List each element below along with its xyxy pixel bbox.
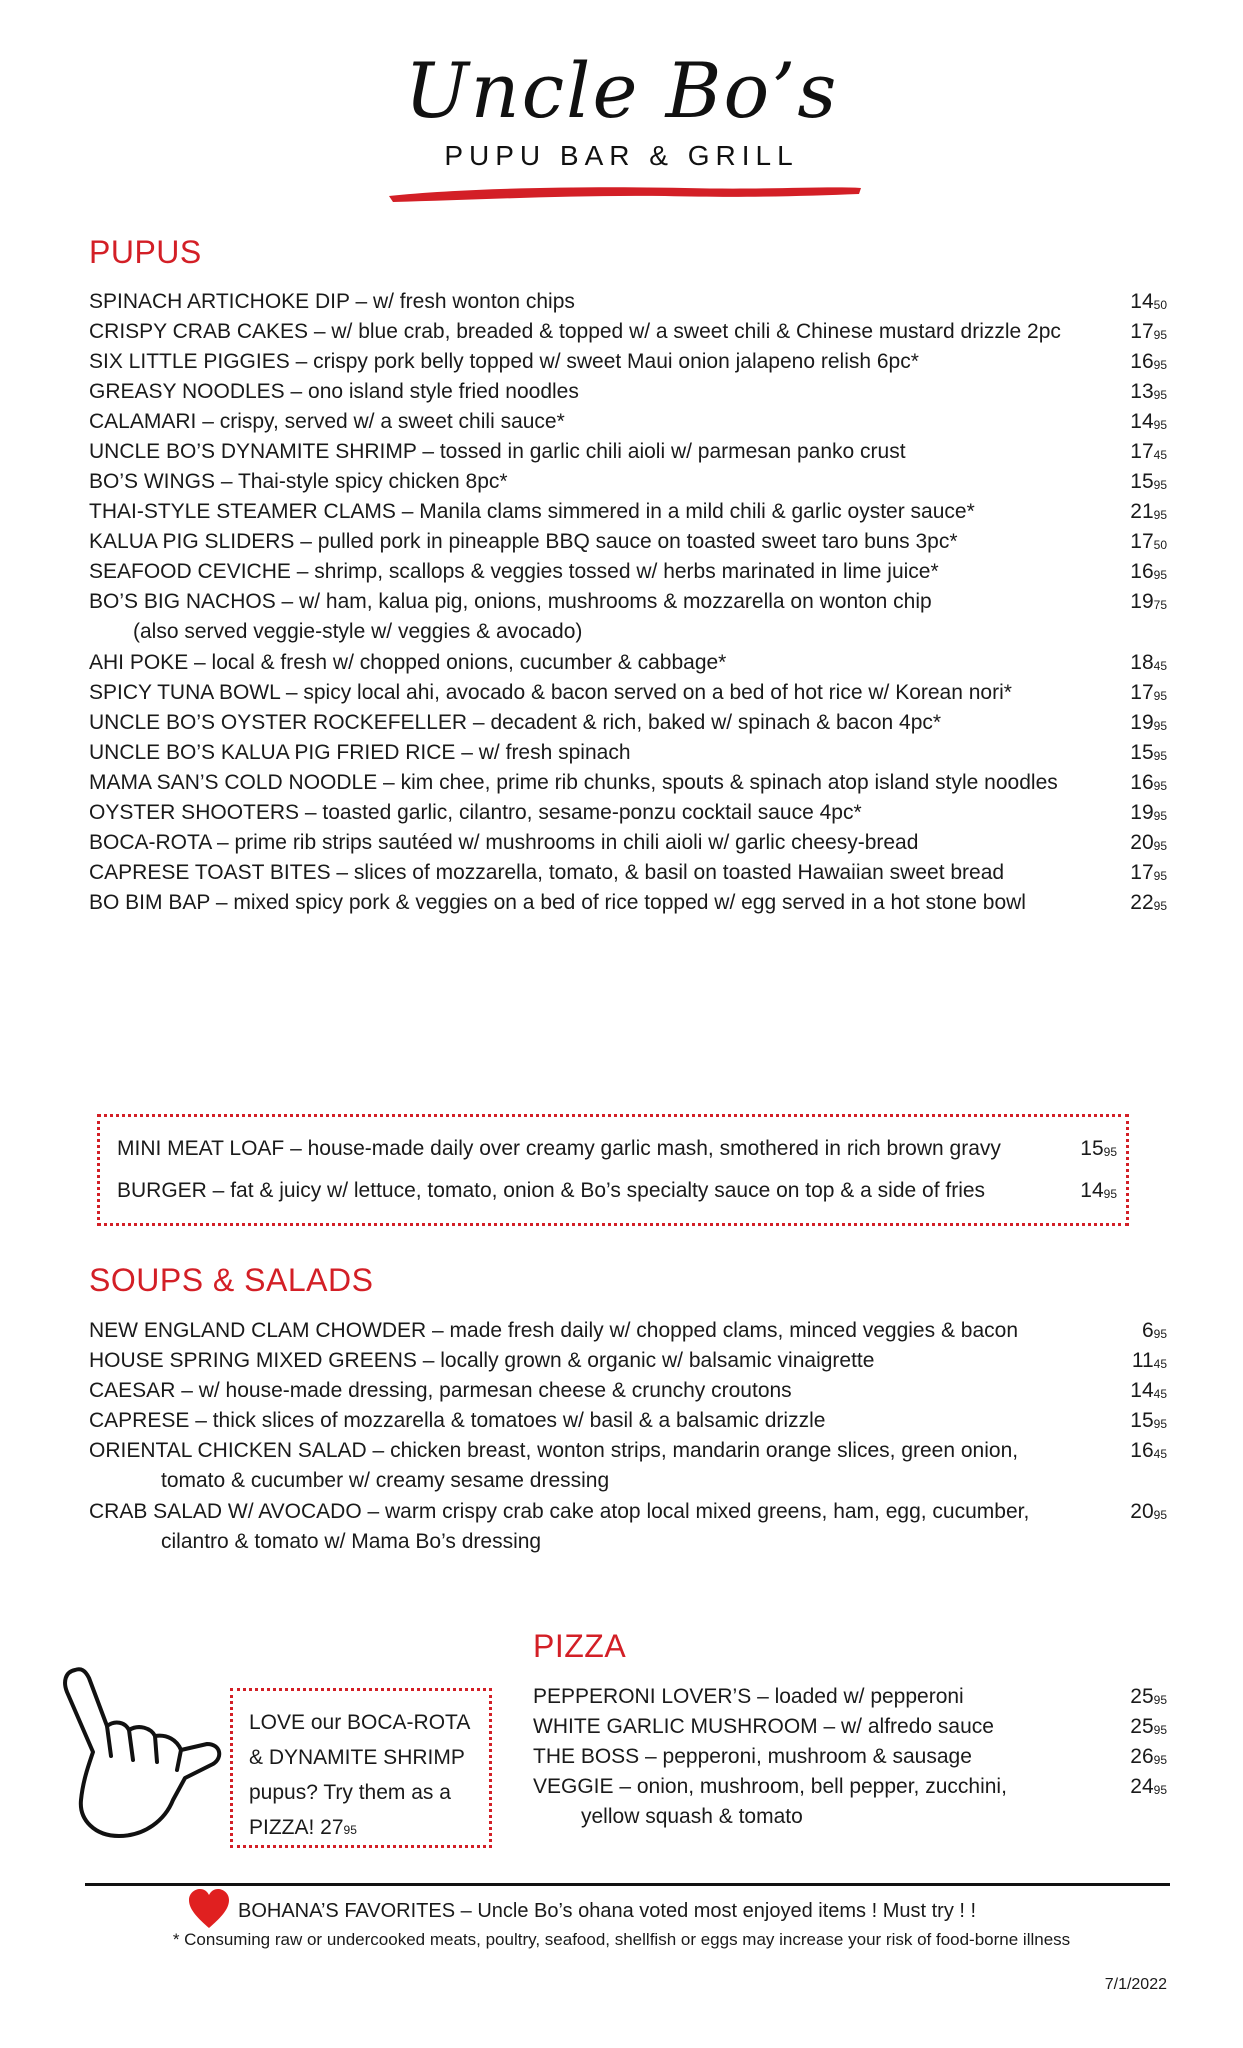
menu-item-price xyxy=(1119,1407,1167,1437)
menu-item-description: GREASY NOODLES – ono island style fried noodles xyxy=(89,380,579,403)
callout-price-cents: 95 xyxy=(343,1823,357,1837)
price-cents: 95 xyxy=(1153,1783,1167,1797)
price-dollars: 24 xyxy=(1130,1775,1154,1798)
price-dollars: 15 xyxy=(1130,1409,1154,1432)
menu-item-description: ORIENTAL CHICKEN SALAD – chicken breast, wonton strips, mandarin orange slices, green onion, xyxy=(89,1439,1019,1462)
shaka-hand-icon xyxy=(55,1660,225,1840)
special-item-price xyxy=(1069,1177,1117,1207)
menu-item xyxy=(89,1437,1167,1495)
price-cents: 45 xyxy=(1153,659,1167,673)
specials-box xyxy=(97,1114,1129,1226)
price-dollars: 16 xyxy=(1130,771,1154,794)
menu-item xyxy=(89,889,1167,917)
menu-item-description: BO’S BIG NACHOS – w/ ham, kalua pig, onions, mushrooms & mozzarella on wonton chip xyxy=(89,590,932,613)
menu-item xyxy=(89,408,1167,436)
price-dollars: 19 xyxy=(1130,801,1154,824)
menu-item-subline: cilantro & tomato w/ Mama Bo’s dressing xyxy=(161,1530,542,1553)
menu-item-price xyxy=(1119,438,1167,468)
menu-item xyxy=(89,679,1167,707)
price-cents: 95 xyxy=(1153,809,1167,823)
pupus-list xyxy=(89,288,1167,919)
menu-item-price xyxy=(1119,649,1167,679)
pizza-callout-box xyxy=(230,1688,492,1848)
price-cents: 95 xyxy=(1153,1327,1167,1341)
price-cents: 95 xyxy=(1153,779,1167,793)
soups-salads-list xyxy=(89,1317,1167,1559)
price-cents: 95 xyxy=(1153,1723,1167,1737)
menu-item-price xyxy=(1119,588,1167,618)
callout-line: pupus? Try them as a xyxy=(249,1781,451,1804)
favorites-note: BOHANA’S FAVORITES – Uncle Bo’s ohana voted most enjoyed items ! Must try ! ! xyxy=(238,1900,977,1922)
price-dollars: 19 xyxy=(1130,590,1154,613)
price-dollars: 15 xyxy=(1080,1137,1104,1160)
callout-line xyxy=(249,1810,473,1848)
price-cents: 95 xyxy=(1153,1417,1167,1431)
price-cents: 95 xyxy=(1153,328,1167,342)
price-dollars: 17 xyxy=(1130,681,1154,704)
section-heading-pizza: PIZZA xyxy=(533,1628,627,1664)
price-cents: 45 xyxy=(1153,448,1167,462)
price-cents: 95 xyxy=(1153,869,1167,883)
menu-item xyxy=(89,528,1167,556)
menu-item xyxy=(533,1683,1167,1711)
menu-item xyxy=(89,378,1167,406)
menu-item-price xyxy=(1119,498,1167,528)
price-cents: 95 xyxy=(1103,1187,1117,1201)
pizza-list xyxy=(533,1683,1167,1834)
price-cents: 95 xyxy=(1153,1753,1167,1767)
menu-item-description: WHITE GARLIC MUSHROOM – w/ alfredo sauce xyxy=(533,1715,994,1738)
price-cents: 95 xyxy=(1153,568,1167,582)
menu-item-description: CRAB SALAD W/ AVOCADO – warm crispy crab cake atop local mixed greens, ham, egg, cucumber, xyxy=(89,1500,1030,1523)
special-item xyxy=(117,1177,1117,1205)
menu-item-price xyxy=(1119,859,1167,889)
price-dollars: 26 xyxy=(1130,1745,1154,1768)
menu-item xyxy=(89,739,1167,767)
price-dollars: 17 xyxy=(1130,861,1154,884)
special-item xyxy=(117,1135,1117,1163)
menu-item xyxy=(533,1713,1167,1741)
price-dollars: 16 xyxy=(1130,350,1154,373)
menu-item-price xyxy=(1119,799,1167,829)
menu-item-price xyxy=(1119,1683,1167,1713)
menu-item-price xyxy=(1119,1498,1167,1528)
menu-item-description: CAESAR – w/ house-made dressing, parmesan cheese & crunchy croutons xyxy=(89,1379,792,1402)
menu-item-subline: yellow squash & tomato xyxy=(581,1805,803,1828)
price-dollars: 14 xyxy=(1130,290,1154,313)
price-cents: 95 xyxy=(1103,1145,1117,1159)
menu-item-description: THAI-STYLE STEAMER CLAMS – Manila clams simmered in a mild chili & garlic oyster sauce* xyxy=(89,500,975,523)
menu-item xyxy=(89,1347,1167,1375)
menu-item xyxy=(89,468,1167,496)
price-dollars: 20 xyxy=(1130,831,1154,854)
price-dollars: 17 xyxy=(1130,320,1154,343)
logo-subtitle: PUPU BAR & GRILL xyxy=(444,140,799,171)
menu-item-price xyxy=(1119,1377,1167,1407)
price-cents: 95 xyxy=(1153,358,1167,372)
menu-item-description: AHI POKE – local & fresh w/ chopped onions, cucumber & cabbage* xyxy=(89,651,727,674)
menu-item xyxy=(533,1773,1167,1831)
menu-item-description: BO BIM BAP – mixed spicy pork & veggies on a bed of rice topped w/ egg served in a hot stone bowl xyxy=(89,891,1026,914)
price-cents: 95 xyxy=(1153,418,1167,432)
menu-item-price xyxy=(1119,1437,1167,1467)
price-cents: 95 xyxy=(1153,1693,1167,1707)
price-cents: 95 xyxy=(1153,689,1167,703)
price-dollars: 15 xyxy=(1130,470,1154,493)
callout-last-text: PIZZA! 27 xyxy=(249,1816,344,1839)
menu-item-price xyxy=(1119,739,1167,769)
menu-item xyxy=(533,1743,1167,1771)
price-dollars: 6 xyxy=(1141,1319,1154,1342)
menu-item-price xyxy=(1119,528,1167,558)
menu-item-description: CALAMARI – crispy, served w/ a sweet chili sauce* xyxy=(89,410,565,433)
price-cents: 95 xyxy=(1153,478,1167,492)
menu-item xyxy=(89,769,1167,797)
menu-item-price xyxy=(1119,829,1167,859)
price-cents: 95 xyxy=(1153,749,1167,763)
logo-script: Uncle Bo’s xyxy=(404,46,839,135)
menu-item-subline: tomato & cucumber w/ creamy sesame dressing xyxy=(161,1469,610,1492)
price-dollars: 17 xyxy=(1130,440,1154,463)
menu-item-description: PEPPERONI LOVER’S – loaded w/ pepperoni xyxy=(533,1685,964,1708)
price-dollars: 20 xyxy=(1130,1500,1154,1523)
callout-line: LOVE our BOCA-ROTA xyxy=(249,1711,471,1734)
section-heading-soups-salads: SOUPS & SALADS xyxy=(89,1262,374,1298)
menu-item-price xyxy=(1119,1773,1167,1803)
menu-item-description: BO’S WINGS – Thai-style spicy chicken 8pc* xyxy=(89,470,508,493)
menu-item-description: NEW ENGLAND CLAM CHOWDER – made fresh daily w/ chopped clams, minced veggies & bacon xyxy=(89,1319,1019,1342)
menu-item-description: THE BOSS – pepperoni, mushroom & sausage xyxy=(533,1745,972,1768)
price-cents: 95 xyxy=(1153,899,1167,913)
menu-item-description: UNCLE BO’S KALUA PIG FRIED RICE – w/ fresh spinach xyxy=(89,741,631,764)
price-dollars: 21 xyxy=(1130,500,1154,523)
menu-item-description: SEAFOOD CEVICHE – shrimp, scallops & veggies tossed w/ herbs marinated in lime juice* xyxy=(89,560,939,583)
menu-item xyxy=(89,1377,1167,1405)
menu-item-price xyxy=(1119,889,1167,919)
menu-item-description: SPINACH ARTICHOKE DIP – w/ fresh wonton chips xyxy=(89,290,575,313)
menu-item-subline: (also served veggie-style w/ veggies & avocado) xyxy=(133,620,583,643)
menu-item-description: OYSTER SHOOTERS – toasted garlic, cilantro, sesame-ponzu cocktail sauce 4pc* xyxy=(89,801,862,824)
menu-item-description: SIX LITTLE PIGGIES – crispy pork belly topped w/ sweet Maui onion jalapeno relish 6pc* xyxy=(89,350,919,373)
menu-item xyxy=(89,498,1167,526)
menu-item-description: VEGGIE – onion, mushroom, bell pepper, zucchini, xyxy=(533,1775,1007,1798)
price-dollars: 15 xyxy=(1130,741,1154,764)
price-cents: 45 xyxy=(1153,1387,1167,1401)
menu-item-price xyxy=(1119,1317,1167,1347)
price-dollars: 14 xyxy=(1130,1379,1154,1402)
menu-item xyxy=(89,318,1167,346)
menu-item-description: CAPRESE TOAST BITES – slices of mozzarella, tomato, & basil on toasted Hawaiian sweet bread xyxy=(89,861,1005,884)
menu-item-description: CAPRESE – thick slices of mozzarella & tomatoes w/ basil & a balsamic drizzle xyxy=(89,1409,826,1432)
callout-line: & DYNAMITE SHRIMP xyxy=(249,1746,465,1769)
price-dollars: 22 xyxy=(1130,891,1154,914)
menu-item-description: BOCA-ROTA – prime rib strips sautéed w/ mushrooms in chili aioli w/ garlic cheesy-bread xyxy=(89,831,919,854)
special-item-price xyxy=(1069,1135,1117,1165)
menu-item xyxy=(89,1498,1167,1556)
menu-item-description: UNCLE BO’S OYSTER ROCKEFELLER – decadent & rich, baked w/ spinach & bacon 4pc* xyxy=(89,711,942,734)
menu-item-price xyxy=(1119,709,1167,739)
menu-item xyxy=(89,438,1167,466)
menu-item-price xyxy=(1119,1743,1167,1773)
footer-divider xyxy=(85,1883,1170,1886)
menu-item-price xyxy=(1119,679,1167,709)
menu-item-description: CRISPY CRAB CAKES – w/ blue crab, breaded & topped w/ a sweet chili & Chinese mustard drizzle 2pc xyxy=(89,320,1061,343)
price-cents: 95 xyxy=(1153,1508,1167,1522)
menu-item-description: MAMA SAN’S COLD NOODLE – kim chee, prime rib chunks, spouts & spinach atop island style noodles xyxy=(89,771,1058,794)
menu-item xyxy=(89,649,1167,677)
menu-item xyxy=(89,799,1167,827)
price-cents: 75 xyxy=(1153,598,1167,612)
price-cents: 45 xyxy=(1153,1357,1167,1371)
menu-item-price xyxy=(1119,348,1167,378)
heart-icon xyxy=(187,1888,231,1932)
menu-item xyxy=(89,1407,1167,1435)
menu-item-description: UNCLE BO’S DYNAMITE SHRIMP – tossed in garlic chili aioli w/ parmesan panko crust xyxy=(89,440,906,463)
food-safety-disclaimer: * Consuming raw or undercooked meats, poultry, seafood, shellfish or eggs may increase your risk of food-borne illness xyxy=(172,1930,1071,1949)
menu-item-description: SPICY TUNA BOWL – spicy local ahi, avocado & bacon served on a bed of hot rice w/ Korean nori* xyxy=(89,681,1012,704)
menu-item xyxy=(89,588,1167,646)
brush-stroke xyxy=(385,182,865,204)
menu-item xyxy=(89,1317,1167,1345)
menu-item xyxy=(89,829,1167,857)
menu-item-description: KALUA PIG SLIDERS – pulled pork in pineapple BBQ sauce on toasted sweet taro buns 3pc* xyxy=(89,530,958,553)
price-dollars: 14 xyxy=(1130,410,1154,433)
price-cents: 95 xyxy=(1153,388,1167,402)
menu-item xyxy=(89,288,1167,316)
price-dollars: 18 xyxy=(1130,651,1154,674)
menu-item-description: HOUSE SPRING MIXED GREENS – locally grown & organic w/ balsamic vinaigrette xyxy=(89,1349,875,1372)
price-dollars: 11 xyxy=(1131,1349,1154,1372)
price-dollars: 25 xyxy=(1130,1715,1154,1738)
price-dollars: 16 xyxy=(1130,560,1154,583)
price-dollars: 14 xyxy=(1080,1179,1104,1202)
menu-item-price xyxy=(1119,558,1167,588)
price-cents: 50 xyxy=(1153,538,1167,552)
menu-item-price xyxy=(1119,318,1167,348)
menu-date: 7/1/2022 xyxy=(1104,1976,1167,1993)
price-cents: 95 xyxy=(1153,719,1167,733)
menu-item-price xyxy=(1119,468,1167,498)
menu-item xyxy=(89,348,1167,376)
section-heading-pupus: PUPUS xyxy=(89,234,202,270)
price-dollars: 19 xyxy=(1130,711,1154,734)
menu-item xyxy=(89,859,1167,887)
price-dollars: 17 xyxy=(1130,530,1154,553)
special-item-description: MINI MEAT LOAF – house-made daily over creamy garlic mash, smothered in rich brown gravy xyxy=(117,1137,1001,1160)
price-dollars: 16 xyxy=(1130,1439,1154,1462)
menu-item-price xyxy=(1119,1713,1167,1743)
special-item-description: BURGER – fat & juicy w/ lettuce, tomato, onion & Bo’s specialty sauce on top & a side of fries xyxy=(117,1179,986,1202)
menu-item-price xyxy=(1119,288,1167,318)
menu-item xyxy=(89,709,1167,737)
menu-item-price xyxy=(1119,769,1167,799)
price-dollars: 25 xyxy=(1130,1685,1154,1708)
menu-item-price xyxy=(1119,408,1167,438)
price-cents: 95 xyxy=(1153,508,1167,522)
menu-item-price xyxy=(1119,378,1167,408)
price-dollars: 13 xyxy=(1130,380,1154,403)
menu-item xyxy=(89,558,1167,586)
menu-item-price xyxy=(1119,1347,1167,1377)
price-cents: 45 xyxy=(1153,1447,1167,1461)
price-cents: 50 xyxy=(1153,298,1167,312)
price-cents: 95 xyxy=(1153,839,1167,853)
